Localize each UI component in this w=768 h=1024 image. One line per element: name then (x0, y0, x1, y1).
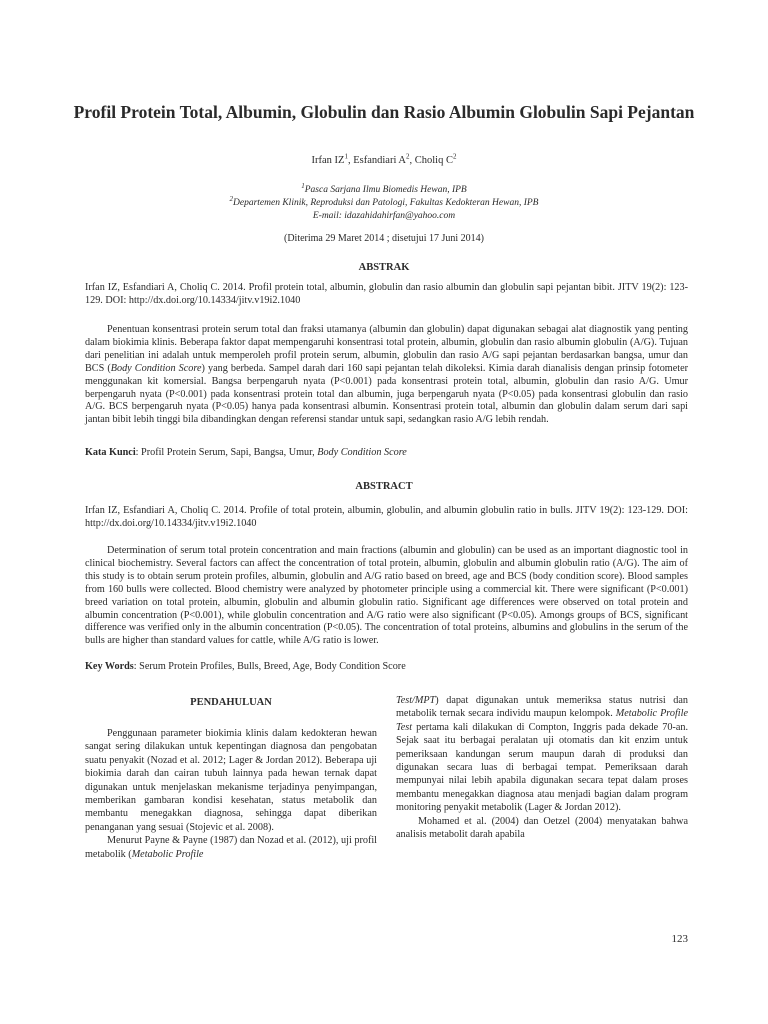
affiliation-mark: 2 (229, 194, 234, 203)
abstrak-body (85, 324, 688, 427)
intro-text: ) dapat digunakan untuk memeriksa status nutrisi dan metabolik ternak secara individu maupun kelompok. (396, 695, 688, 720)
author-separator: , (409, 155, 415, 166)
author-affiliation-mark: 2 (406, 152, 410, 161)
received-accepted-dates: (Diterima 29 Maret 2014 ; disetujui 17 Juni 2014) (284, 233, 484, 244)
author-separator: , (347, 155, 354, 166)
affiliations (60, 181, 708, 223)
right-column (396, 694, 688, 841)
abstrak-italic-term: Body Condition Score (110, 362, 202, 374)
page-number: 123 (671, 933, 688, 945)
pendahuluan-heading: PENDAHULUAN (190, 697, 272, 708)
intro-paragraph-continued (396, 694, 688, 815)
affiliation-line (60, 194, 708, 210)
kata-kunci (85, 447, 688, 458)
email-line: E-mail: idazahidahirfan@yahoo.com (312, 211, 456, 221)
abstrak-text: ) yang berbeda. Sampel darah dari 160 sapi pejantan telah dikoleksi. Kimia darah dianalisis dengan prinsip fotometer menggunakan kit komersial. Bangsa berpengaruh nyata (P<0.001) pada konsentrasi protein total, albumin, globulin dan rasio A/G. Umur berpengaruh nyata (P<0.001) pada konsentrasi protein total dan albumin, juga berpengaruh nyata (P<0.05) pada konsentrasi globulin dan rasio A/G. BCS berpengaruh nyata (P<0.05) hanya pada konsentrasi albumin. Konsentrasi protein total, albumin dan globulin dalam serum dari sapi jantan bibit lebih tinggi bila dibandingkan dengan referensi standar untuk sapi, sedangkan rasio A/G lebih rendah. (85, 362, 688, 426)
intro-paragraph: Penggunaan parameter biokimia klinis dalam kedokteran hewan sangat sering dilakukan untuk kepentingan diagnosa dan pengobatan suatu penyakit (Nozad et al. 2012; Lager & Jordan 2012). Beberapa uji biokimia darah dan cairan tubuh lainnya pada hewan ternak dapat digunakan untuk menjelaskan mekanisme terjadinya penyimpangan, memberikan gambaran kondisi kesehatan, status metabolik dan membantu menegakkan diagnosa, sehingga dapat diberikan penanganan yang sesuai (Stojevic et al. 2008). (85, 728, 377, 833)
keywords-italic: Body Condition Score (317, 447, 407, 458)
keywords-text: : Profil Protein Serum, Sapi, Bangsa, Umur, (135, 447, 318, 458)
abstrak-citation: Irfan IZ, Esfandiari A, Choliq C. 2014. Profil protein total, albumin, globulin dan rasio albumin dan globulin sapi pejantan bibit. JITV 19(2): 123-129. DOI: http://dx.doi.org/10.14334/jitv.v19i2.1040 (85, 282, 688, 306)
author-affiliation-mark: 2 (452, 152, 457, 161)
keywords-label: Kata Kunci (85, 447, 136, 458)
affiliation-text: Departemen Klinik, Reproduksi dan Patologi, Fakultas Kedokteran Hewan, IPB (233, 198, 539, 208)
author-list (60, 152, 708, 166)
paper-title: Profil Protein Total, Albumin, Globulin dan Rasio Albumin Globulin Sapi Pejantan (73, 102, 695, 122)
affiliation-text: Pasca Sarjana Ilmu Biomedis Hewan, IPB (304, 185, 467, 195)
abstract-body: Determination of serum total protein concentration and main fractions (albumin and globulin) can be used as an important diagnostic tool in clinical biochemistry. Several factors can affect the concentration of total protein, albumin, globulin and albumin globulin ratio (A/G). The aim of this study is to obtain serum protein profiles, albumin, globulin and A/G ratio based on breed, age and BCS (body condition score). Blood samples from 160 bulls were collected. Blood chemistry were analyzed by photometer principle using a commercial kit. There were significant (P<0.001) breed variation on total protein, albumin, globulin and albumin globulin ratio. Significant age differences were observed on total protein and albumin concentration (P<0.001), while globulin concentration and A/G ratio were also significant (P<0.05). Amongs groups of BCS, significant difference was verified only in the albumin concentration (P<0.05). The concentration of total proteins, albumins and globulins in the serum of the bulls are higher than standard values for cattle, while A/G ratio is lower. (85, 545, 688, 647)
author-name: Esfandiari A (353, 155, 406, 166)
affiliation-line (60, 181, 708, 197)
abstract-citation: Irfan IZ, Esfandiari A, Choliq C. 2014. Profile of total protein, albumin, globulin, and albumin globulin ratio in bulls. JITV 19(2): 123-129. DOI: http://dx.doi.org/10.14334/jitv.v19i2.1040 (85, 505, 688, 529)
affiliation-mark: 1 (301, 181, 305, 190)
abstrak-heading: ABSTRAK (358, 262, 410, 273)
key-words (85, 661, 688, 672)
intro-text: pertama kali dilakukan di Compton, Inggris pada dekade 70-an. Sejak saat itu berbagai peralatan uji otomatis dan kit enzim untuk pemeriksaan kandungan serum maupun darah di produksi dan digunakan secara luas di berbagai tempat. Pemeriksaan darah mempunyai nilai lebih apabila digunakan secara tepat dalam proses membantu menegakkan diagnosa atau menjadi bagian dalam program monitoring penyakit metabolik (Lager & Jordan 2012). (396, 721, 688, 814)
intro-italic-term: Metabolic Profile (131, 848, 204, 860)
intro-text: Menurut Payne & Payne (1987) dan Nozad et al. (2012), uji profil metabolik ( (85, 835, 377, 860)
keywords-label: Key Words (85, 661, 134, 672)
author-affiliation-mark: 1 (344, 152, 348, 161)
intro-paragraph (85, 834, 377, 861)
left-column (85, 727, 377, 861)
intro-italic-term: Test/MPT (396, 695, 436, 706)
author-name: Choliq C (414, 155, 453, 166)
abstrak-text: Penentuan konsentrasi protein serum total dan fraksi utamanya (albumin dan globulin) dapat digunakan sebagai alat diagnostik yang penting dalam biokimia klinis. Beberapa faktor dapat mempengaruhi konsentrasi total protein, albumin, globulin dan rasio albumin globulin (A/G). Tujuan dari penelitian ini adalah untuk memperoleh profil protein serum, albumin, globulin dan rasio A/G sapi pejantan berdasarkan bangsa, umur dan BCS ( (85, 324, 688, 374)
keywords-text: : Serum Protein Profiles, Bulls, Breed, Age, Body Condition Score (133, 661, 406, 672)
intro-italic-term: Metabolic Profile Test (396, 708, 688, 733)
author-name: Irfan IZ (311, 155, 345, 166)
intro-paragraph: Mohamed et al. (2004) dan Oetzel (2004) menyatakan bahwa analisis metabolit darah apabila (396, 815, 688, 841)
abstract-heading: ABSTRACT (355, 481, 413, 492)
